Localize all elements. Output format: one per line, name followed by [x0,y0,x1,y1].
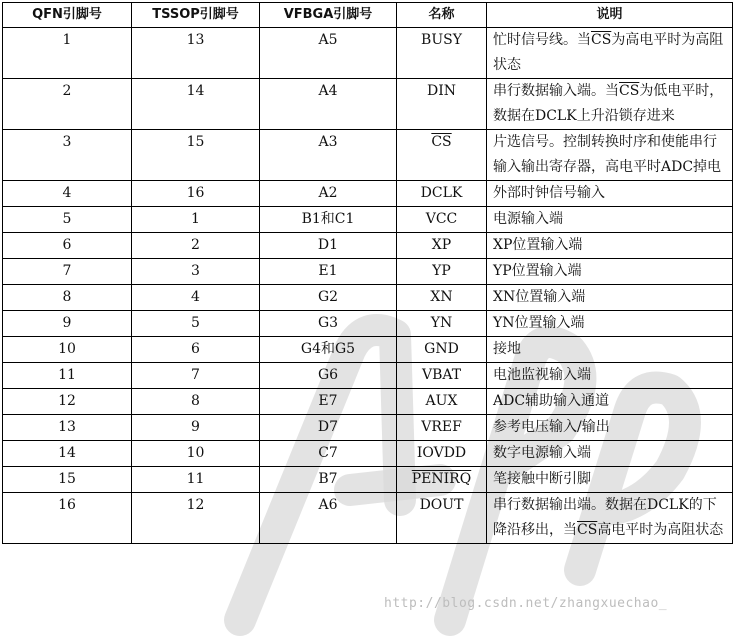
cell-description: YN位置输入端 [487,311,733,337]
cell-description: 笔接触中断引脚 [487,467,733,493]
cell-description: XP位置输入端 [487,233,733,259]
cell-qfn: 6 [3,233,132,259]
cell-vfbga: A4 [260,79,397,130]
cell-vfbga: E1 [260,259,397,285]
cell-name: BUSY [397,28,487,79]
cell-qfn: 1 [3,28,132,79]
cell-tssop: 14 [132,79,260,130]
cell-vfbga: G2 [260,285,397,311]
cell-name: VREF [397,415,487,441]
cell-name: VBAT [397,363,487,389]
table-row [3,28,733,79]
header-tssop: TSSOP引脚号 [132,3,260,28]
cell-qfn: 4 [3,181,132,207]
cell-description: 数字电源输入端 [487,441,733,467]
cell-vfbga: E7 [260,389,397,415]
cell-qfn: 9 [3,311,132,337]
cell-description: 参考电压输入/输出 [487,415,733,441]
cell-tssop: 4 [132,285,260,311]
cell-tssop: 15 [132,130,260,181]
cell-vfbga: D1 [260,233,397,259]
header-row [3,3,733,28]
cell-name: DOUT [397,493,487,544]
cell-description: 忙时信号线。当$\overline{CS}$为高电平时为高阻状态 [487,28,733,79]
cell-name: DCLK [397,181,487,207]
pin-table [2,2,733,544]
cell-description: 片选信号。控制转换时序和使能串行输入输出寄存器，高电平时ADC掉电 [487,130,733,181]
cell-vfbga: D7 [260,415,397,441]
table-row [3,233,733,259]
cell-description: 外部时钟信号输入 [487,181,733,207]
table-row [3,207,733,233]
cell-qfn: 16 [3,493,132,544]
cell-vfbga: G6 [260,363,397,389]
header-qfn: QFN引脚号 [3,3,132,28]
cell-qfn: 5 [3,207,132,233]
cell-name: XP [397,233,487,259]
cell-name: AUX [397,389,487,415]
watermark-url: http://blog.csdn.net/zhangxuechao_ [384,596,668,611]
cell-qfn: 15 [3,467,132,493]
cell-description: 接地 [487,337,733,363]
cell-qfn: 10 [3,337,132,363]
cell-tssop: 10 [132,441,260,467]
table-row [3,441,733,467]
cell-tssop: 13 [132,28,260,79]
cell-tssop: 3 [132,259,260,285]
cell-name: YP [397,259,487,285]
cell-qfn: 12 [3,389,132,415]
table-row [3,415,733,441]
table-row [3,181,733,207]
cell-tssop: 16 [132,181,260,207]
table-row [3,363,733,389]
table-row [3,79,733,130]
table-row [3,389,733,415]
cell-name: DIN [397,79,487,130]
cell-qfn: 14 [3,441,132,467]
cell-tssop: 8 [132,389,260,415]
cell-name: YN [397,311,487,337]
cell-description: YP位置输入端 [487,259,733,285]
cell-name: IOVDD [397,441,487,467]
table-row [3,259,733,285]
cell-name: VCC [397,207,487,233]
cell-description: 串行数据输出端。数据在DCLK的下降沿移出，当$\overline{CS}$高电平时为高阻状态 [487,493,733,544]
cell-qfn: 11 [3,363,132,389]
cell-qfn: 2 [3,79,132,130]
header-name: 名称 [397,3,487,28]
header-vfbga: VFBGA引脚号 [260,3,397,28]
table-row [3,130,733,181]
cell-vfbga: A6 [260,493,397,544]
table-row [3,311,733,337]
cell-qfn: 8 [3,285,132,311]
cell-vfbga: G3 [260,311,397,337]
header-description: 说明 [487,3,733,28]
cell-qfn: 7 [3,259,132,285]
cell-vfbga: C7 [260,441,397,467]
cell-vfbga: B1和C1 [260,207,397,233]
cell-tssop: 6 [132,337,260,363]
cell-vfbga: B7 [260,467,397,493]
cell-name: GND [397,337,487,363]
cell-tssop: 5 [132,311,260,337]
cell-tssop: 7 [132,363,260,389]
cell-tssop: 1 [132,207,260,233]
cell-vfbga: G4和G5 [260,337,397,363]
cell-name: $\overline{CS}$ [397,130,487,181]
cell-description: XN位置输入端 [487,285,733,311]
cell-name: PENIRQ [397,467,487,493]
cell-vfbga: A2 [260,181,397,207]
table-row [3,337,733,363]
cell-tssop: 12 [132,493,260,544]
cell-description: ADC辅助输入通道 [487,389,733,415]
cell-description: 串行数据输入端。当$\overline{CS}$为低电平时，数据在DCLK上升沿锁存进来 [487,79,733,130]
cell-vfbga: A3 [260,130,397,181]
cell-description: 电源输入端 [487,207,733,233]
cell-description: 电池监视输入端 [487,363,733,389]
cell-vfbga: A5 [260,28,397,79]
cell-name: XN [397,285,487,311]
cell-tssop: 11 [132,467,260,493]
cell-qfn: 3 [3,130,132,181]
cell-tssop: 2 [132,233,260,259]
cell-qfn: 13 [3,415,132,441]
table-row [3,285,733,311]
cell-tssop: 9 [132,415,260,441]
table-row [3,467,733,493]
table-row [3,493,733,544]
